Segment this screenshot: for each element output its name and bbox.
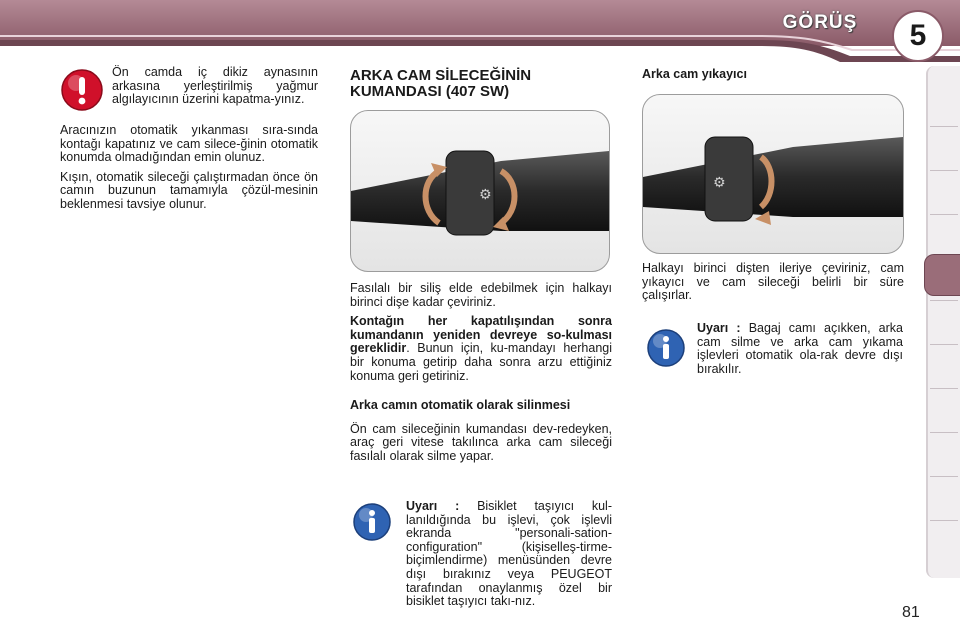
warning-icon (60, 68, 104, 112)
right-note-body: Bagaj camı açıkken, arka cam silme ve arka cam yıkama işlevleri otomatik ola-rak devre dışı bırakılır. (697, 321, 903, 376)
middle-note-body: Bisiklet taşıyıcı kul-lanıldığında bu işlevi, çok işlevli ekranda "personali-sation-configuration" (kişiselleş-tirme-biçimlendirme) menüsünden devre dışı bırakınız veya PEUGEOT tarafından onaylanmış özel bir bisiklet taşıyıcı takı-nız. (406, 499, 613, 609)
tab-separator (930, 170, 958, 171)
tab-chapter-5-active (924, 254, 960, 296)
middle-paragraph-3: Ön cam sileceğinin kumandası dev-redeyken, araç geri vitese takılınca arka cam sileceği fasılalı olarak silme yapar. (350, 421, 612, 463)
middle-paragraph-1: Fasılalı bir siliş elde edebilmek için halkayı birinci dişe kadar çeviriniz. (350, 281, 612, 309)
right-note-text (697, 322, 903, 376)
middle-heading-block (350, 68, 612, 106)
tab-separator (930, 344, 958, 345)
section-heading: ARKA CAM SİLECEĞİNİN KUMANDASI (407 SW) (350, 67, 532, 100)
middle-paragraph-2 (350, 315, 612, 383)
tab-separator (930, 388, 958, 389)
important-notice: Kontağın her kapatılışından sonra kumandanın yeniden devreye so-kulması gereklidir (350, 314, 612, 356)
right-paragraph-1: Halkayı birinci dişten ileriye çeviriniz, cam yıkayıcı ve cam sileceği belirli bir süre çalışırlar. (642, 261, 904, 303)
middle-note-label: Uyarı : (406, 499, 460, 513)
wiper-stalk-illustration-washer (643, 95, 903, 253)
middle-note (350, 500, 612, 609)
subheading-auto-rear-wipe: Arka camın otomatik olarak silinmesi (350, 398, 571, 413)
tab-separator (930, 300, 958, 301)
page-number: 81 (902, 604, 920, 621)
right-heading-block (642, 68, 904, 88)
tab-separator (930, 520, 958, 521)
left-column (60, 124, 318, 218)
chapter-number-badge: 5 (892, 10, 944, 62)
tab-separator (930, 126, 958, 127)
important-notice-rest: . Bunun için, ku-mandayı herhangi bir konuma getirip daha sonra arzu ettiğiniz konuma geri getiriniz. (350, 341, 612, 383)
wiper-stalk-photo-washer (642, 94, 904, 254)
left-paragraph-2: Kışın, otomatik sileceği çalıştırmadan önce ön camın buzunun tamamıyla çözül-mesinin beklenmesi tavsiye olunur. (60, 169, 318, 211)
middle-column (350, 282, 612, 470)
tab-separator (930, 476, 958, 477)
chapter-title: GÖRÜŞ (782, 12, 858, 33)
wiper-stalk-photo-intermittent (350, 110, 610, 272)
tab-separator (930, 432, 958, 433)
warning-text: Ön camda iç dikiz aynasının arkasına yerleştirilmiş yağmur algılayıcının üzerini kapatma-yınız. (112, 65, 318, 107)
tab-separator (930, 214, 958, 215)
right-note-label: Uyarı : (697, 321, 741, 335)
svg-text:⚙: ⚙ (479, 187, 492, 203)
subheading-rear-washer: Arka cam yıkayıcı (642, 67, 747, 81)
chapter-thumb-tabs (926, 66, 960, 578)
right-note (697, 322, 903, 376)
info-icon (646, 328, 686, 368)
middle-note-text (350, 500, 612, 609)
wiper-stalk-illustration (351, 111, 609, 271)
right-column (642, 262, 904, 309)
tab-rail (926, 66, 960, 578)
svg-text:⚙: ⚙ (713, 175, 726, 191)
left-paragraph-1: Aracınızın otomatik yıkanması sıra-sında kontağı kapatınız ve cam silece-ğinin otomatik konumda olmadığından emin olunuz. (60, 123, 318, 165)
